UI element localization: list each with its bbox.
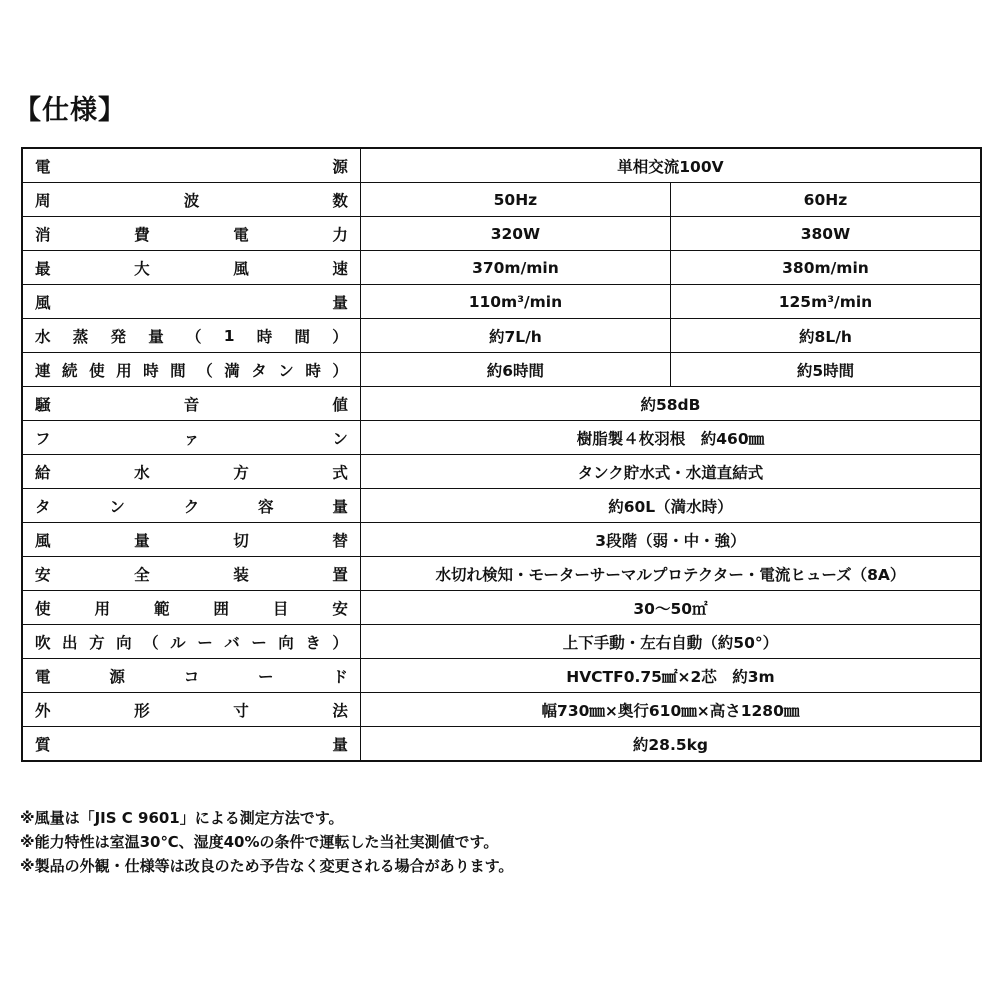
spec-value-50hz: 370m/min (360, 251, 670, 285)
spec-row (22, 387, 981, 421)
spec-label (22, 285, 360, 319)
spec-row (22, 591, 981, 625)
spec-value-50hz: 約6時間 (360, 353, 670, 387)
spec-label (22, 251, 360, 285)
spec-label-text: 連 続 使 用 時 間 （ 満 タ ン 時 ） (35, 361, 348, 380)
spec-value: 約28.5kg (360, 727, 981, 762)
page-title: 【仕様】 (14, 95, 126, 126)
spec-label-text: 風 量 (35, 293, 348, 312)
spec-label-text: 最 大 風 速 (35, 259, 348, 278)
spec-value: 幅730㎜×奥行610㎜×高さ1280㎜ (360, 693, 981, 727)
spec-value: 樹脂製４枚羽根 約460㎜ (360, 421, 981, 455)
spec-label-text: 質 量 (35, 735, 348, 754)
spec-row (22, 421, 981, 455)
spec-label (22, 217, 360, 251)
notes (20, 806, 513, 878)
spec-value-50hz: 320W (360, 217, 670, 251)
spec-row (22, 455, 981, 489)
spec-table (21, 147, 982, 762)
spec-row (22, 148, 981, 183)
spec-label-text: 騒 音 値 (35, 395, 348, 414)
spec-label-text: 使 用 範 囲 目 安 (35, 599, 348, 618)
spec-label (22, 319, 360, 353)
spec-row (22, 353, 981, 387)
spec-label-text: 周 波 数 (35, 191, 348, 210)
spec-label-text: 風 量 切 替 (35, 531, 348, 550)
spec-value: 30〜50㎡ (360, 591, 981, 625)
spec-label (22, 591, 360, 625)
spec-value-60hz: 125m³/min (670, 285, 981, 319)
spec-value-60hz: 約8L/h (670, 319, 981, 353)
spec-value: 3段階（弱・中・強） (360, 523, 981, 557)
spec-label-text: 安 全 装 置 (35, 565, 348, 584)
spec-row (22, 285, 981, 319)
spec-value: 上下手動・左右自動（約50°） (360, 625, 981, 659)
spec-label (22, 693, 360, 727)
spec-value-50hz: 50Hz (360, 183, 670, 217)
spec-value-50hz: 約7L/h (360, 319, 670, 353)
spec-label-text: 吹 出 方 向 （ ル ー バ ー 向 き ） (35, 633, 348, 652)
spec-row (22, 489, 981, 523)
spec-row (22, 183, 981, 217)
note-disclaimer: ※製品の外観・仕様等は改良のため予告なく変更される場合があります。 (20, 857, 514, 875)
spec-label-text: 外 形 寸 法 (35, 701, 348, 720)
spec-row (22, 217, 981, 251)
spec-value-60hz: 380m/min (670, 251, 981, 285)
spec-label (22, 625, 360, 659)
spec-label (22, 489, 360, 523)
spec-label-text: タ ン ク 容 量 (35, 497, 348, 516)
spec-label (22, 148, 360, 183)
spec-row (22, 319, 981, 353)
spec-label-text: 電 源 コ ー ド (35, 667, 348, 686)
spec-label (22, 659, 360, 693)
spec-label-text: 水 蒸 発 量 （ 1 時 間 ） (35, 326, 348, 346)
spec-label-text: 消 費 電 力 (35, 225, 348, 244)
spec-label (22, 353, 360, 387)
spec-value: タンク貯水式・水道直結式 (360, 455, 981, 489)
spec-value: HVCTF0.75㎟×2芯 約3m (360, 659, 981, 693)
spec-value-60hz: 380W (670, 217, 981, 251)
spec-row (22, 659, 981, 693)
spec-label (22, 455, 360, 489)
spec-label (22, 557, 360, 591)
spec-value: 水切れ検知・モーターサーマルプロテクター・電流ヒューズ（8A） (360, 557, 981, 591)
spec-label-text: 給 水 方 式 (35, 463, 348, 482)
spec-label (22, 523, 360, 557)
spec-label (22, 727, 360, 762)
note-airflow: ※風量は「JIS C 9601」による測定方法です。 (20, 809, 344, 827)
spec-row (22, 625, 981, 659)
spec-value-60hz: 約5時間 (670, 353, 981, 387)
spec-value-60hz: 60Hz (670, 183, 981, 217)
spec-row (22, 523, 981, 557)
spec-value: 約60L（満水時） (360, 489, 981, 523)
spec-row (22, 727, 981, 762)
spec-value: 単相交流100V (360, 148, 981, 183)
spec-value-50hz: 110m³/min (360, 285, 670, 319)
spec-label-text: 電 源 (35, 157, 348, 176)
note-capacity: ※能力特性は室温30℃、湿度40%の条件で運転した当社実測値です。 (20, 833, 499, 851)
spec-label (22, 421, 360, 455)
spec-label (22, 183, 360, 217)
spec-row (22, 693, 981, 727)
spec-value: 約58dB (360, 387, 981, 421)
spec-row (22, 251, 981, 285)
spec-label-text: フ ァ ン (35, 429, 348, 448)
spec-label (22, 387, 360, 421)
spec-row (22, 557, 981, 591)
